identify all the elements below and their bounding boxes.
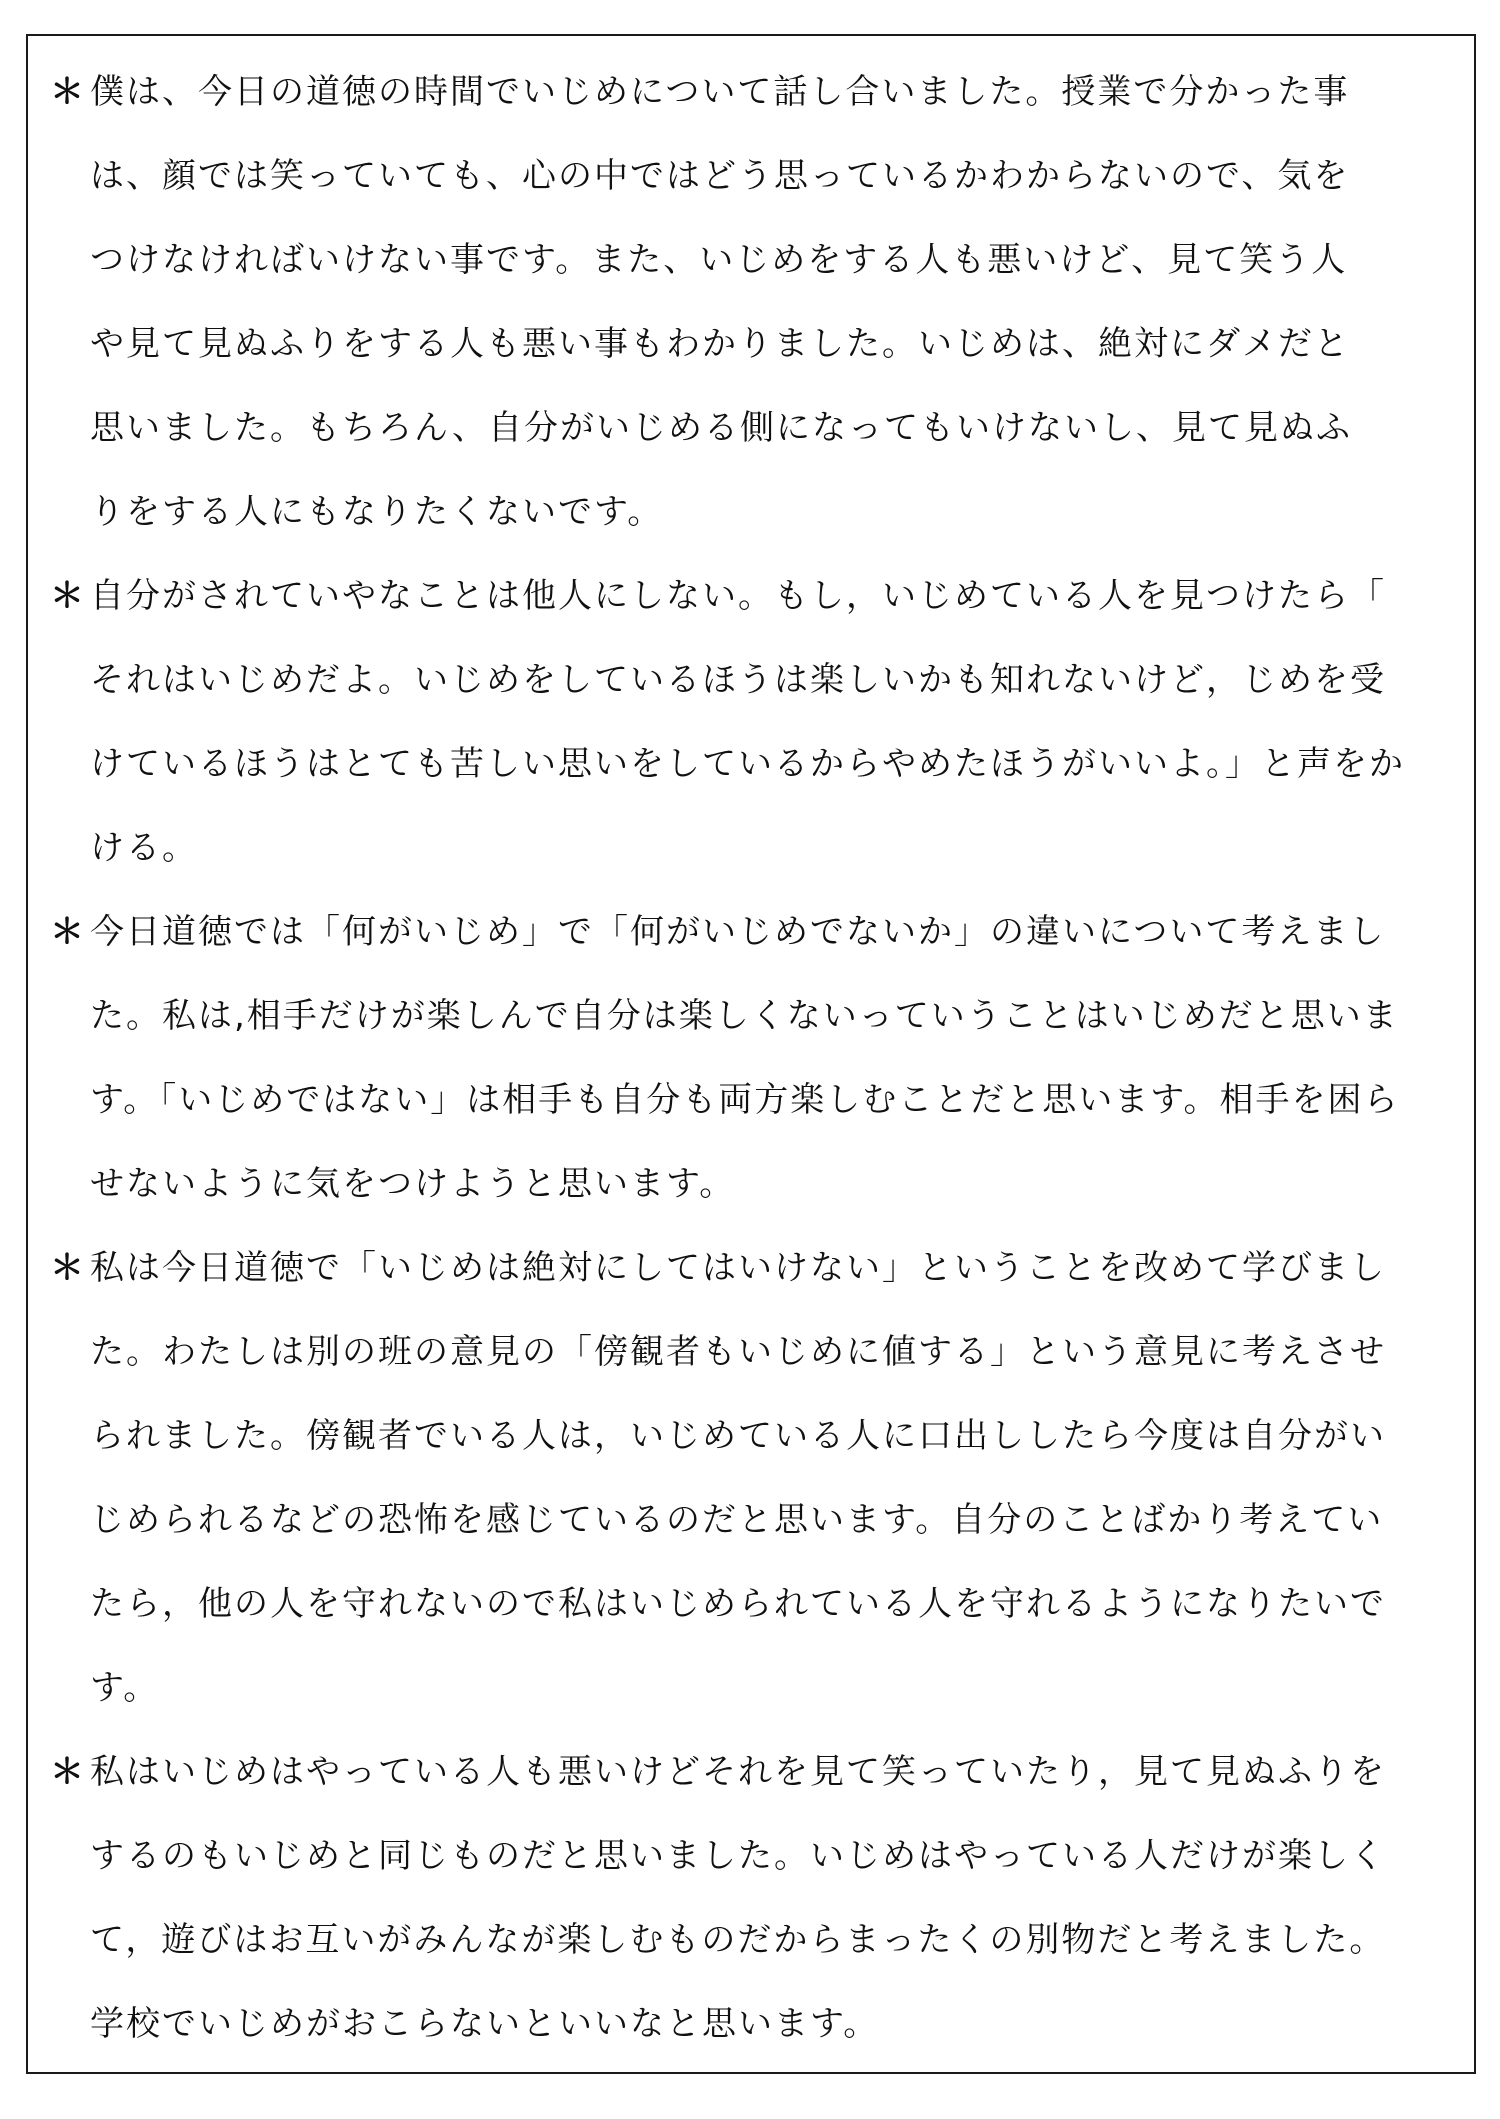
text-line: す。 — [90, 1668, 160, 1708]
comment-list — [50, 50, 1460, 2066]
comment-entry — [50, 1226, 1460, 1730]
text-line: せないように気をつけようと思います。 — [90, 1164, 736, 1204]
text-line: たら，他の人を守れないので私はいじめられている人を守れるようになりたいで — [90, 1584, 1386, 1624]
text-line: た。私は,相手だけが楽しんで自分は楽しくないっていうことはいじめだと思いま — [90, 996, 1399, 1036]
text-line: 私はいじめはやっている人も悪いけどそれを見て笑っていたり，見て見ぬふりを — [90, 1752, 1386, 1792]
asterisk-bullet-icon: ＊ — [50, 912, 84, 952]
text-line: 今日道徳では「何がいじめ」で「何がいじめでないか」の違いについて考えまし — [90, 912, 1386, 952]
text-line: するのもいじめと同じものだと思いました。いじめはやっている人だけが楽しく — [90, 1836, 1386, 1876]
text-line: 思いました。もちろん、自分がいじめる側になってもいけないし、見て見ぬふ — [90, 408, 1353, 448]
text-line: じめられるなどの恐怖を感じているのだと思います。自分のことばかり考えてい — [90, 1500, 1384, 1540]
text-line: りをする人にもなりたくないです。 — [90, 492, 664, 532]
asterisk-bullet-icon: ＊ — [50, 1752, 84, 1792]
asterisk-bullet-icon: ＊ — [50, 576, 84, 616]
asterisk-bullet-icon: ＊ — [50, 1248, 84, 1288]
text-line: られました。傍観者でいる人は，いじめている人に口出ししたら今度は自分がい — [90, 1416, 1386, 1456]
text-line: それはいじめだよ。いじめをしているほうは楽しいかも知れないけど，じめを受 — [90, 660, 1386, 700]
text-line: は、顔では笑っていても、心の中ではどう思っているかわからないので、気を — [90, 156, 1350, 196]
text-line: 僕は、今日の道徳の時間でいじめについて話し合いました。授業で分かった事 — [90, 72, 1350, 112]
comment-entry — [50, 50, 1460, 554]
text-line: ける。 — [90, 828, 198, 868]
text-line: 私は今日道徳で「いじめは絶対にしてはいけない」ということを改めて学びまし — [90, 1248, 1386, 1288]
text-line: 学校でいじめがおこらないといいなと思います。 — [90, 2004, 880, 2044]
text-line: つけなければいけない事です。また、いじめをする人も悪いけど、見て笑う人 — [90, 240, 1348, 280]
comment-entry — [50, 554, 1460, 890]
comment-entry — [50, 1730, 1460, 2066]
text-line: た。わたしは別の班の意見の「傍観者もいじめに値する」という意見に考えさせ — [90, 1332, 1386, 1372]
comment-entry — [50, 890, 1460, 1226]
text-line: けているほうはとても苦しい思いをしているからやめたほうがいいよ。」と声をか — [90, 744, 1405, 784]
asterisk-bullet-icon: ＊ — [50, 72, 84, 112]
text-line: て，遊びはお互いがみんなが楽しむものだからまったくの別物だと考えました。 — [90, 1920, 1386, 1960]
text-line: や見て見ぬふりをする人も悪い事もわかりました。いじめは、絶対にダメだと — [90, 324, 1350, 364]
text-line: す。「いじめではない」は相手も自分も両方楽しむことだと思います。相手を困ら — [90, 1080, 1400, 1120]
text-line: 自分がされていやなことは他人にしない。もし，いじめている人を見つけたら「 — [90, 576, 1386, 616]
